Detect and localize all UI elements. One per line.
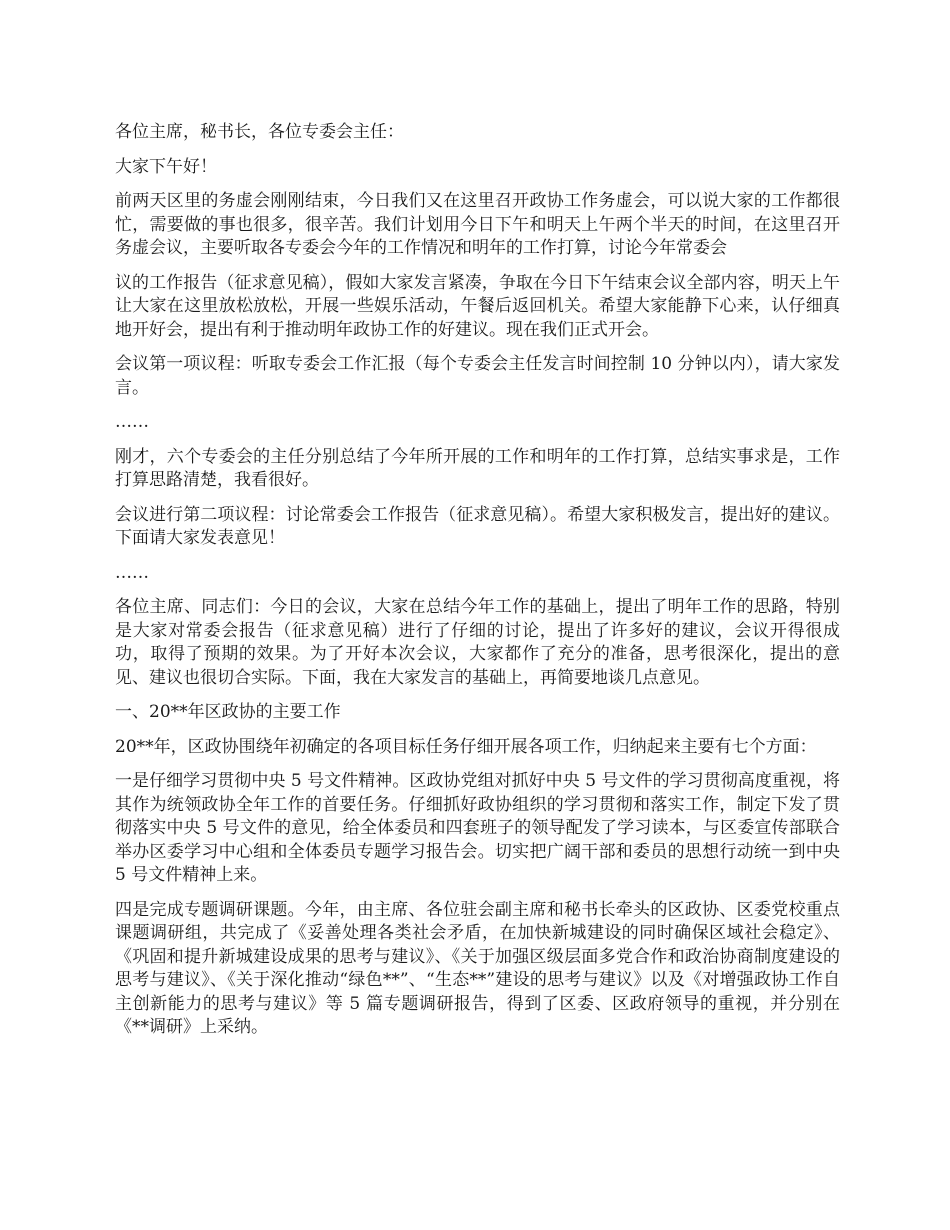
document-body — [115, 121, 840, 1051]
ellipsis: …… — [115, 412, 149, 432]
paragraph: 刚才，六个专委会的主任分别总结了今年所开展的工作和明年的工作打算，总结实事求是，工作打算思路清楚，我看很好。 — [115, 446, 840, 490]
paragraph: 20**年，区政协围绕年初确定的各项目标任务仔细开展各项工作，归纳起来主要有七个方面： — [115, 736, 817, 757]
ellipsis: …… — [115, 562, 149, 583]
paragraph: 各位主席、同志们：今日的会议，大家在总结今年工作的基础上，提出了明年工作的思路，特别是大家对常委会报告（征求意见稿）进行了仔细的讨论，提出了许多好的建议，会议开得很成功，取得了预期的效果。为了开好本次会议，大家都作了充分的准备，思考很深化，提出的意见、建议也很切合实际。下面，我在大家发言的基础上，再简要地谈几点意见。 — [115, 597, 840, 688]
greeting: 大家下午好！ — [115, 156, 217, 177]
salutation: 各位主席，秘书长，各位专委会主任： — [115, 122, 404, 142]
paragraph: 四是完成专题调研课题。今年，由主席、各位驻会副主席和秘书长牵头的区政协、区委党校重点课题调研组，共完成了《妥善处理各类社会矛盾，在加快新城建设的同时确保区域社会稳定》、《巩固和提升新城建设成果的思考与建议》、《关于加强区级层面多党合作和政治协商制度建设的思考与建议》、《关于深化推动“绿色**”、“生态**”建设的思考与建议》以及《对增强政协工作自主创新能力的思考与建议》等 5 篇专题调研报告，得到了区委、区政府领导的重视，并分别在《**调研》上采纳。 — [115, 899, 840, 1037]
paragraph: 前两天区里的务虚会刚刚结束，今日我们又在这里召开政协工作务虚会，可以说大家的工作都很忙，需要做的事也很多，很辛苦。我们计划用今日下午和明天上午两个半天的时间，在这里召开务虚会议，主要听取各专委会今年的工作情况和明年的工作打算，讨论今年常委会 — [115, 191, 840, 258]
agenda-item-1: 会议第一项议程：听取专委会工作汇报（每个专委会主任发言时间控制 10 分钟以内），请大家发言。 — [115, 354, 840, 398]
section-heading: 一、20**年区政协的主要工作 — [115, 702, 341, 722]
paragraph: 一是仔细学习贯彻中央 5 号文件精神。区政协党组对抓好中央 5 号文件的学习贯彻高度重视，将其作为统领政协全年工作的首要任务。仔细抓好政协组织的学习贯彻和落实工作，制定下发了贯彻落实中央 5 号文件的意见，给全体委员和四套班子的领导配发了学习读本，与区委宣传部联合举办区委学习中心组和全体委员专题学习报告会。切实把广阔干部和委员的思想行动统一到中央 5 号文件精神上来。 — [115, 771, 840, 885]
paragraph: 议的工作报告（征求意见稿），假如大家发言紧凑，争取在今日下午结束会议全部内容，明天上午让大家在这里放松放松，开展一些娱乐活动，午餐后返回机关。希望大家能静下心来，认仔细真地开好会，提出有利于推动明年政协工作的好建议。现在我们正式开会。 — [115, 272, 840, 340]
agenda-item-2: 会议进行第二项议程：讨论常委会工作报告（征求意见稿）。希望大家积极发言，提出好的建议。下面请大家发表意见！ — [115, 504, 840, 548]
